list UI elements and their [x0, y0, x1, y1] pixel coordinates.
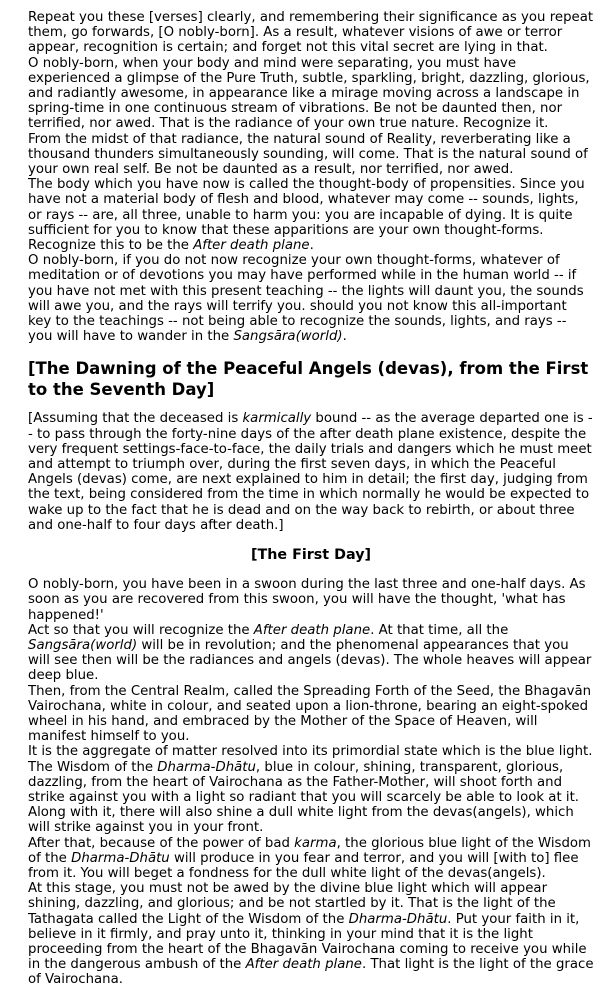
text-run: O nobly-born, if you do not now recognize your own thought-forms, whatever of meditation or of devotions you may have performed while in the human world -- if you have not met with this present teaching -- the lights will daunt you, the sounds will awe you, and the rays will terrify you. should you not know this all-important key to the teachings -- not being able to recognize the sounds, lights, and rays -- you will have to wander in the — [28, 253, 584, 345]
italic-term: After death plane — [245, 957, 362, 973]
text-run: O nobly-born, you have been in a swoon during the last three and one-half days. As soon as you are recovered from this swoon, you will have the thought, 'what has happened!' — [28, 577, 586, 623]
italic-term: karmically — [242, 411, 312, 427]
first-day-heading: [The First Day] — [250, 547, 372, 564]
paragraph — [28, 253, 594, 344]
text-run: . At that time, all the — [370, 622, 509, 638]
text-run: will produce in you fear and terror, and you will [with to] flee from it. You will beget a fondness for the dull white light of the devas(angels). — [28, 850, 579, 881]
text-run: . — [342, 329, 347, 345]
text-run: . Put your faith in it, believe in it firmly, and pray unto it, thinking in your mind that it is the light proceeding from the heart of the Bhagavān Vairochana coming to receive you while in the dangerous ambush of the — [28, 911, 587, 973]
top-paragraphs — [28, 10, 594, 344]
text-run: , blue in colour, shining, transparent, glorious, dazzling, from the heart of Vairochana as the Father-Mother, will shoot forth and strike against you with a light so radiant that you will scarcely be able to look at it. — [28, 759, 580, 805]
italic-term: After death plane — [193, 238, 310, 254]
text-run: At this stage, you must not be awed by the divine blue light which will appear shining, dazzling, and glorious; and be not startled by it. That is the light of the Tathagata called the Light of the Wisdom of the — [28, 881, 556, 927]
italic-term: Dharma-Dhātu — [71, 850, 170, 866]
text-run: . That light is the light of the grace of Vairochana. — [28, 957, 594, 988]
paragraph — [28, 10, 594, 56]
text-run: , the glorious blue light of the Wisdom of the — [28, 835, 592, 866]
text-run: Repeat you these [verses] clearly, and remembering their significance as you repeat them, go forwards, [O nobly-born]. As a result, whatever visions of awe or terror appear, recognition is certain; and forget not this vital secret are lying in that. — [28, 10, 594, 56]
paragraph — [28, 684, 594, 745]
italic-term: Dharma-Dhātu — [348, 911, 448, 927]
paragraph — [28, 836, 594, 882]
text-run: The Wisdom of the — [28, 759, 158, 775]
paragraph — [28, 805, 594, 835]
italic-term: Sangsāra(world) — [233, 329, 343, 345]
text-run: O nobly-born, when your body and mind were separating, you must have experienced a glimpse of the Pure Truth, subtle, sparkling, bright, dazzling, glorious, and radiantly awesome, in appearance like a mirage moving across a landscape in spring-time in one continuous stream of vibrations. Be not be daunted then, nor terrified, nor awed. That is the radiance of your own true nature. Recognize it. — [28, 55, 590, 132]
text-run: bound -- as the average departed one is -- to pass through the forty-nine days of the after death plane existence, despite the very frequent settings-face-to-face, the daily trials and dangers which he must meet and attempt to triumph over, during the first seven days, in which the Peaceful Angels (devas) come, are next explained to him in detail; the first day, judging from the text, being considered from the time in which normally he would be expected to wake up to the fact that he is dead and on the way back to rebirth, or about three and one-half to four days after death.] — [28, 411, 593, 533]
text-run: Act so that you will recognize the — [28, 622, 254, 638]
italic-term: Sangsāra(world) — [28, 637, 138, 653]
text-run: will be in revolution; and the phenomenal appearances that you will see then will be the radiances and angels (devas). The whole heaves will appear deep blue. — [28, 637, 592, 684]
paragraph — [28, 744, 594, 759]
paragraph — [28, 577, 594, 623]
paragraph — [28, 177, 594, 253]
text-run: It is the aggregate of matter resolved into its primordial state which is the blue light. — [28, 744, 593, 760]
paragraph — [28, 760, 594, 806]
text-run: Along with it, there will also shine a dull white light from the devas(angels), which will strike against you in your front. — [28, 805, 574, 836]
bracket-note — [28, 411, 594, 533]
italic-term: After death plane — [253, 622, 371, 638]
first-day-paragraphs — [28, 577, 594, 987]
italic-term: karma — [294, 835, 337, 851]
text-run: From the midst of that radiance, the natural sound of Reality, reverberating like a thousand thunders simultaneously sounding, will come. That is the natural sound of your own real self. Be not be daunted as a result, nor terrified, nor awed. — [28, 131, 588, 178]
paragraph — [28, 132, 594, 178]
italic-term: Dharma-Dhātu — [157, 759, 256, 775]
text-run: . — [309, 238, 314, 254]
paragraph — [28, 56, 594, 132]
text-run: After that, because of the power of bad — [28, 835, 295, 851]
section-heading: [The Dawning of the Peaceful Angels (devas), from the First to the Seventh Day] — [28, 359, 589, 400]
text-run: [Assuming that the deceased is — [28, 411, 243, 427]
document-page — [28, 10, 594, 988]
text-run: The body which you have now is called the thought-body of propensities. Since you have not a material body of flesh and blood, whatever may come -- sounds, lights, or rays -- are, all three, unable to harm you: you are incapable of dying. It is quite sufficient for you to know that these apparitions are your own thought-forms. Recognize this to be the — [28, 177, 585, 254]
paragraph — [28, 881, 594, 987]
paragraph — [28, 623, 594, 684]
text-run: Then, from the Central Realm, called the Spreading Forth of the Seed, the Bhagavān Vairochana, white in colour, and seated upon a lion-throne, bearing an eight-spoked wheel in his hand, and embraced by the Mother of the Space of Heaven, will manifest himself to you. — [28, 683, 592, 745]
